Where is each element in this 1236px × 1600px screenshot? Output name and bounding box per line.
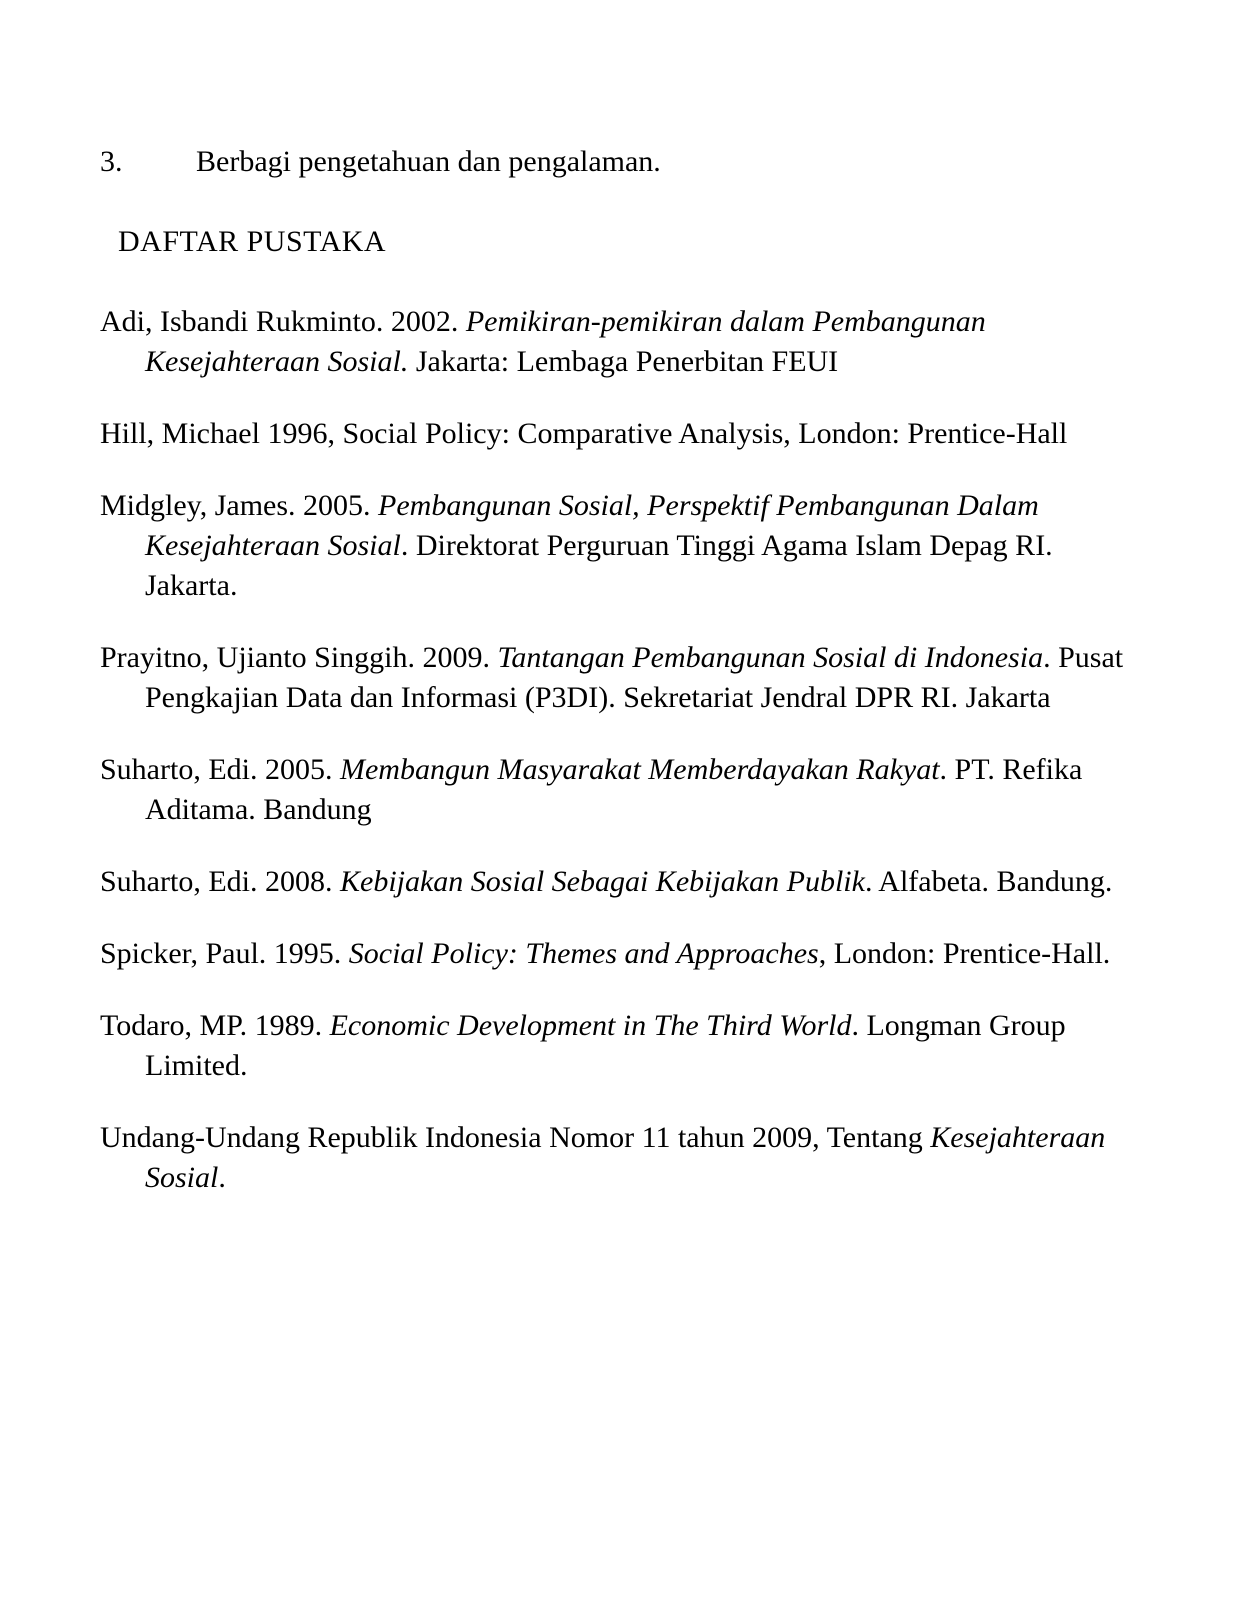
reference-entry bbox=[100, 414, 1144, 454]
reference-text-segment: . Direktorat Perguruan Tinggi Agama Islam Depag RI. Jakarta. bbox=[145, 529, 1053, 602]
reference-text-segment: . PT. Refika Aditama. Bandung bbox=[145, 753, 1083, 826]
reference-text-segment: . Pusat Pengkajian Data dan Informasi (P3DI). Sekretariat Jendral DPR RI. Jakarta bbox=[145, 641, 1124, 714]
bibliography-heading: DAFTAR PUSTAKA bbox=[118, 225, 387, 258]
reference-title-segment: Tantangan Pembangunan Sosial di Indonesia bbox=[497, 641, 1044, 674]
reference-text-segment: , London: Prentice-Hall. bbox=[818, 937, 1111, 970]
reference-title-segment: Pembangunan Sosial, Perspektif Pembangunan Dalam Kesejahteraan Sosial bbox=[145, 489, 1039, 562]
reference-entry bbox=[100, 862, 1144, 902]
reference-text-segment: Spicker, Paul. 1995. bbox=[100, 937, 349, 970]
reference-text-segment: Hill, Michael 1996, Social Policy: Comparative Analysis, London: Prentice-Hall bbox=[100, 417, 1068, 450]
reference-text-segment: Undang-Undang Republik Indonesia Nomor 11 tahun 2009, Tentang bbox=[100, 1121, 931, 1154]
list-item-text: Berbagi pengetahuan dan pengalaman. bbox=[196, 145, 661, 178]
reference-text-segment: Todaro, MP. 1989. bbox=[100, 1009, 330, 1042]
reference-title-segment: Economic Development in The Third World bbox=[329, 1009, 852, 1042]
reference-title-segment: Kebijakan Sosial Sebagai Kebijakan Publik bbox=[340, 865, 865, 898]
reference-text-segment: Adi, Isbandi Rukminto. 2002. bbox=[100, 305, 466, 338]
reference-text-segment: Suharto, Edi. 2008. bbox=[100, 865, 340, 898]
reference-entry bbox=[100, 1118, 1144, 1198]
reference-title-segment: Membangun Masyarakat Memberdayakan Rakyat bbox=[340, 753, 940, 786]
reference-text-segment: . Alfabeta. Bandung. bbox=[864, 865, 1113, 898]
reference-list bbox=[100, 302, 1144, 1198]
reference-text-segment: Prayitno, Ujianto Singgih. 2009. bbox=[100, 641, 498, 674]
reference-text-segment: Suharto, Edi. 2005. bbox=[100, 753, 340, 786]
reference-title-segment: Kesejahteraan Sosial bbox=[145, 1121, 1106, 1194]
reference-entry bbox=[100, 750, 1144, 830]
reference-text-segment: Midgley, James. 2005. bbox=[100, 489, 379, 522]
reference-entry bbox=[100, 638, 1144, 718]
reference-text-segment: . bbox=[218, 1161, 226, 1194]
reference-entry bbox=[100, 934, 1144, 974]
reference-text-segment: . Longman Group Limited. bbox=[145, 1009, 1066, 1082]
reference-text-segment: Jakarta: Lembaga Penerbitan FEUI bbox=[408, 345, 839, 378]
reference-title-segment: Social Policy: Themes and Approaches bbox=[348, 937, 819, 970]
numbered-list-item bbox=[100, 142, 1144, 182]
reference-entry bbox=[100, 302, 1144, 382]
reference-entry bbox=[100, 1006, 1144, 1086]
reference-title-segment: Pemikiran-pemikiran dalam Pembangunan Kesejahteraan Sosial. bbox=[145, 305, 986, 378]
list-item-number: 3. bbox=[100, 145, 123, 178]
reference-entry bbox=[100, 486, 1144, 606]
